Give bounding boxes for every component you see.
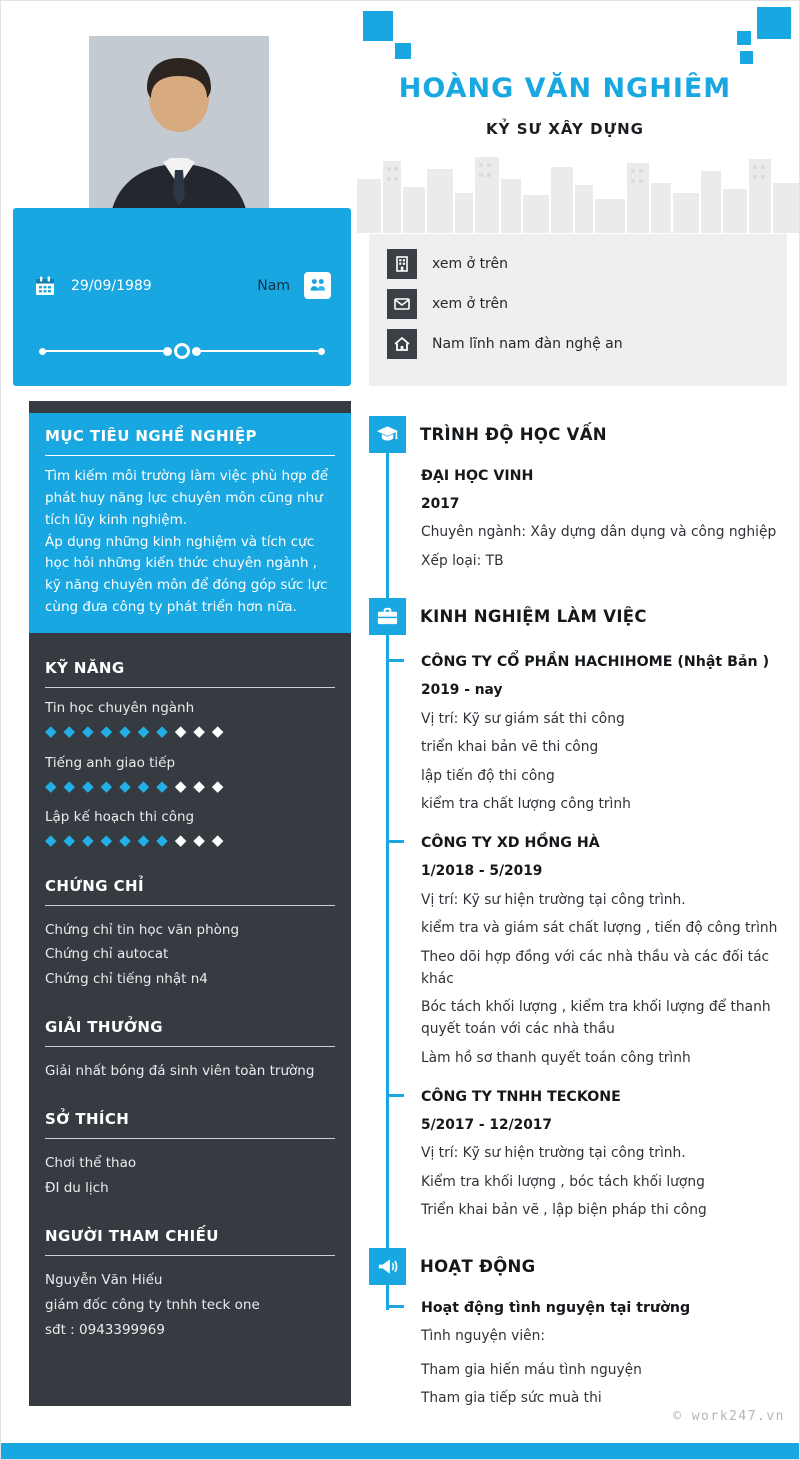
skill-label: Tin học chuyên ngành (45, 700, 195, 717)
education-year: 2017 (421, 496, 460, 512)
certificate-item: Chứng chỉ tiếng nhật n4 (45, 971, 208, 988)
section-skills (29, 659, 351, 851)
contact-row (387, 329, 769, 359)
contact-row (387, 289, 769, 319)
contact-row (387, 249, 769, 279)
deco-square (740, 51, 753, 64)
education-major: Chuyên ngành: Xây dựng dân dụng và công nghiệp (421, 524, 777, 541)
job-duty: kiểm tra và giám sát chất lượng , tiến độ công trình (421, 920, 778, 937)
hobbies-heading: SỞ THÍCH (45, 1110, 130, 1129)
section-awards (29, 1018, 351, 1084)
activity-entry (421, 1297, 791, 1410)
timeline-tick (387, 840, 404, 843)
job-company: CÔNG TY CỔ PHẦN HACHIHOME (Nhật Bản ) (421, 654, 770, 671)
job-duty: Làm hồ sơ thanh quyết toán công trình (421, 1050, 691, 1066)
profile-photo (89, 36, 269, 232)
calendar-icon (33, 274, 57, 298)
skill-rating: ◆◆◆◆◆◆◆◆◆◆ (45, 722, 231, 741)
section-hobbies (29, 1110, 351, 1201)
education-grade: Xếp loại: TB (421, 552, 504, 569)
reference-item: Nguyễn Văn Hiếu (45, 1272, 163, 1289)
job-entry (421, 832, 791, 1070)
experience-heading: KINH NGHIỆM LÀM VIỆC (420, 607, 647, 627)
deco-square (757, 7, 791, 39)
city-skyline-graphic (357, 149, 800, 233)
activity-item: Tham gia tiếp sức muà thi (421, 1390, 602, 1407)
reference-item: sđt : 0943399969 (45, 1322, 165, 1339)
job-period: 5/2017 - 12/2017 (421, 1116, 553, 1133)
job-entry (421, 651, 791, 816)
main-column (369, 416, 791, 1436)
section-experience (369, 598, 791, 1222)
job-period: 1/2018 - 5/2019 (421, 863, 543, 880)
job-duty: Kiểm tra khối lượng , bóc tách khối lượng (421, 1173, 705, 1190)
briefcase-icon (369, 598, 406, 635)
job-duty: Theo dõi hợp đồng với các nhà thầu và các đối tác khác (421, 948, 770, 987)
building-icon (387, 249, 417, 279)
timeline-tick (387, 1094, 404, 1097)
section-references (29, 1227, 351, 1343)
deco-square (363, 11, 393, 41)
home-icon (387, 329, 417, 359)
skill-rating: ◆◆◆◆◆◆◆◆◆◆ (45, 831, 231, 850)
job-company: CÔNG TY XD HỒNG HÀ (421, 835, 600, 852)
references-heading: NGƯỜI THAM CHIẾU (45, 1227, 219, 1246)
certificate-item: Chứng chỉ tin học văn phòng (45, 921, 240, 938)
graduation-cap-icon (369, 416, 406, 453)
awards-heading: GIẢI THƯỞNG (45, 1018, 163, 1037)
skill-item (29, 809, 351, 851)
activity-title: Hoạt động tình nguyện tại trường (421, 1300, 691, 1317)
mail-icon (387, 289, 417, 319)
skill-item (29, 755, 351, 797)
job-position: Vị trí: Kỹ sư hiện trường tại công trình. (421, 891, 686, 908)
personal-info-box (13, 208, 351, 386)
activity-item: Tham gia hiến máu tình nguyện (421, 1361, 642, 1378)
timeline-tick (387, 659, 404, 662)
job-duty: Triển khai bản vẽ , lập biện pháp thi công (421, 1202, 707, 1219)
timeline-tick (387, 1305, 404, 1308)
skills-heading: KỸ NĂNG (45, 659, 125, 678)
activity-role: Tình nguyện viên: (421, 1328, 546, 1345)
skill-rating: ◆◆◆◆◆◆◆◆◆◆ (45, 776, 231, 795)
timeline-line (386, 444, 389, 1310)
objective-paragraph: Tìm kiếm môi trường làm việc phù hợp để phát huy năng lực chuyên môn cũng như tích lũy kinh nghiệm. (45, 468, 329, 528)
skill-item (29, 700, 351, 742)
job-duty: Bóc tách khối lượng , kiểm tra khối lượng để thanh quyết toán với các nhà thầu (421, 999, 771, 1038)
bottom-accent-bar (1, 1443, 799, 1459)
job-entry (421, 1086, 791, 1222)
candidate-job-title: KỶ SƯ XÂY DỰNG (486, 120, 644, 138)
section-objective (29, 413, 351, 633)
hobby-item: ĐI du lịch (45, 1180, 109, 1197)
decorative-divider (39, 343, 325, 359)
education-heading: TRÌNH ĐỘ HỌC VẤN (420, 425, 607, 444)
job-position: Vị trí: Kỹ sư hiện trường tại công trình. (421, 1145, 686, 1162)
objective-heading: MỤC TIÊU NGHỀ NGHIỆP (45, 427, 257, 445)
job-period: 2019 - nay (421, 682, 503, 699)
job-company: CÔNG TY TNHH TECKONE (421, 1088, 621, 1105)
gender-icon (304, 272, 331, 299)
megaphone-icon (369, 1248, 406, 1285)
award-item: Giải nhất bóng đá sinh viên toàn trường (45, 1063, 315, 1080)
watermark: © work247.vn (673, 1409, 785, 1424)
job-duty: triển khai bản vẽ thi công (421, 738, 599, 755)
certificates-heading: CHỨNG CHỈ (45, 876, 144, 895)
date-of-birth: 29/09/1989 (71, 277, 152, 294)
gender-value: Nam (257, 277, 290, 294)
contact-box (369, 234, 787, 386)
left-sidebar (29, 401, 351, 1406)
job-duty: kiểm tra chất lượng công trình (421, 796, 631, 813)
contact-phone-value: xem ở trên (432, 256, 508, 272)
deco-square (737, 31, 751, 45)
section-education (369, 416, 791, 572)
education-school: ĐẠI HỌC VINH (421, 468, 534, 484)
contact-email-value: xem ở trên (432, 296, 508, 312)
section-certificates (29, 877, 351, 993)
contact-address-value: Nam lĩnh nam đàn nghệ an (432, 336, 623, 352)
objective-paragraph: Áp dụng những kinh nghiệm và tích cực học hỏi những kiến thức chuyên ngành , kỹ năng chuyên môn để đóng góp sức lực cùng đưa công ty phát triển hơn nữa. (45, 533, 328, 616)
section-activities (369, 1248, 791, 1410)
hobby-item: Chơi thể thao (45, 1155, 137, 1172)
job-position: Vị trí: Kỹ sư giám sát thi công (421, 710, 625, 727)
certificate-item: Chứng chỉ autocat (45, 946, 169, 963)
deco-square (395, 43, 411, 59)
skill-label: Tiếng anh giao tiếp (45, 754, 176, 771)
candidate-name: HOÀNG VĂN NGHIÊM (398, 73, 732, 104)
skill-label: Lập kế hoạch thi công (45, 809, 195, 826)
activities-heading: HOẠT ĐỘNG (420, 1257, 536, 1277)
reference-item: giám đốc công ty tnhh teck one (45, 1297, 260, 1314)
job-duty: lập tiến độ thi công (421, 767, 555, 784)
